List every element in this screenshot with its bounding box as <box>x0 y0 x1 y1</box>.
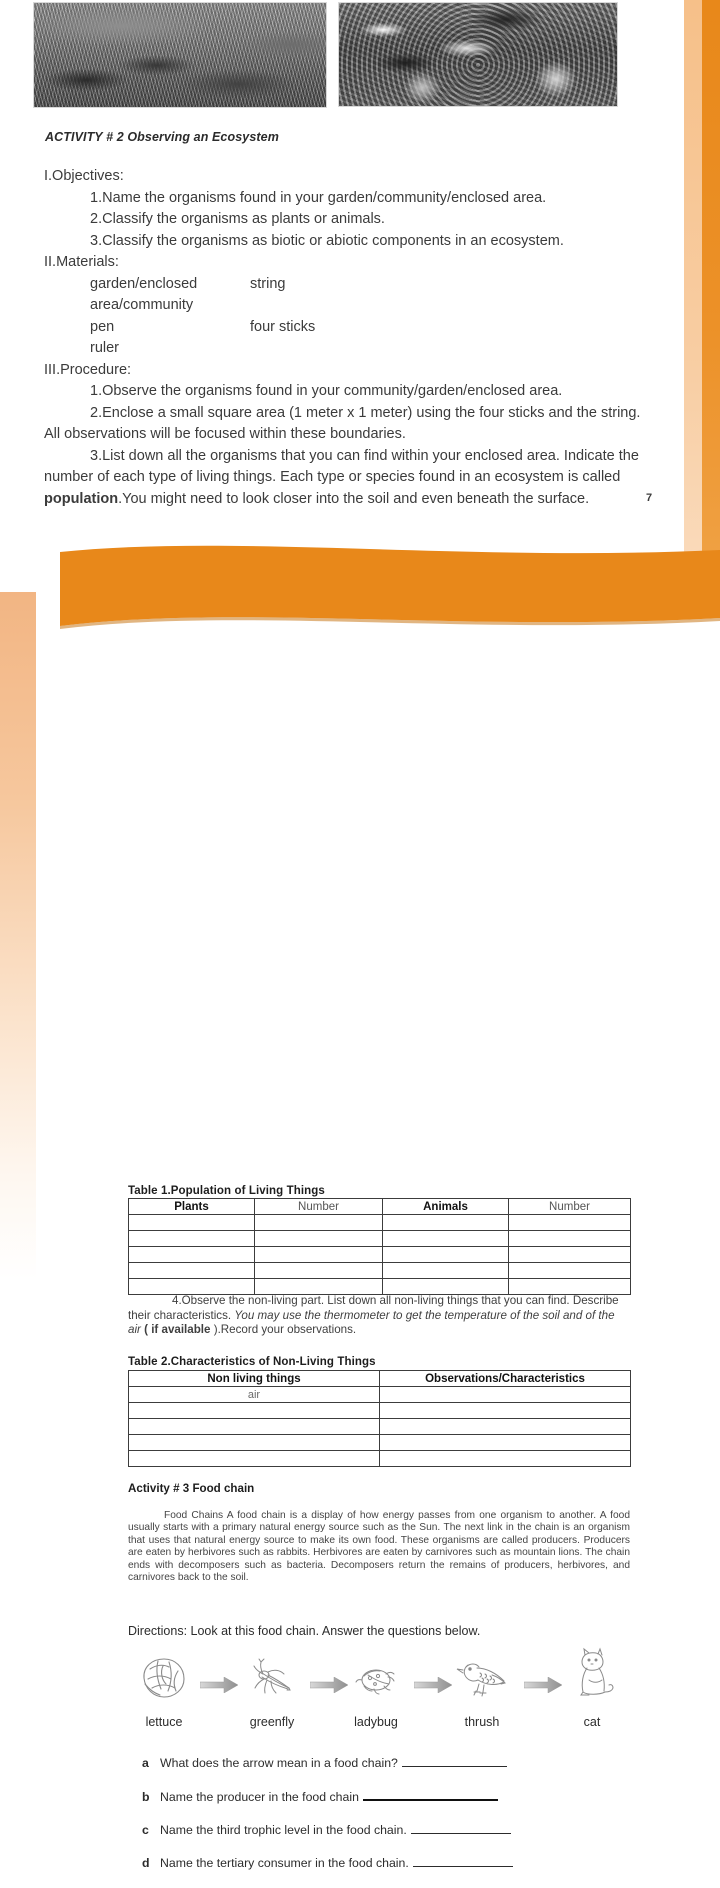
document-page-1 <box>0 0 720 592</box>
table-1-header-row <box>129 1199 631 1215</box>
coral-reef-photo-image <box>339 3 617 106</box>
table-2-cell[interactable] <box>380 1387 631 1403</box>
question-a <box>142 1755 632 1770</box>
table-2-characteristics-of-non-living-things <box>128 1370 631 1467</box>
procedure-item-3-tail: .You might need to look closer into the soil and even beneath the surface. <box>118 490 590 507</box>
objective-item-2: 2.Classify the organisms as plants or animals. <box>90 211 385 227</box>
table-1-header-number-plants: Number <box>255 1199 383 1215</box>
procedure-item-3-text: 3.List down all the organisms that you can find within your enclosed area. Indicate the number of each type of living things. Each type or species found in an ecosystem is called <box>44 447 639 485</box>
lettuce-icon <box>128 1647 200 1703</box>
table-1-cell[interactable] <box>255 1247 383 1263</box>
orange-wave-banner <box>36 532 720 642</box>
materials-row-1 <box>44 274 644 317</box>
table-1-caption: Table 1.Population of Living Things <box>128 1185 325 1197</box>
food-chain-node-ladybug <box>340 1647 412 1729</box>
food-chain-label-cat: cat <box>583 1715 601 1729</box>
food-chain-label-thrush: thrush <box>464 1715 500 1729</box>
grassland-photo-image <box>34 3 326 107</box>
page-1-right-orange-band <box>702 0 720 592</box>
table-2-header-row <box>129 1371 631 1387</box>
ladybug-icon <box>340 1647 412 1703</box>
table-2-cell[interactable] <box>129 1435 380 1451</box>
food-chain-label-ladybug: ladybug <box>354 1715 398 1729</box>
material-left-2: pen <box>90 318 115 335</box>
question-c-letter: c <box>142 1823 149 1837</box>
table-2-cell-air[interactable]: air <box>129 1387 380 1403</box>
page-1-sheet <box>0 0 684 592</box>
food-chain-node-lettuce <box>128 1647 200 1729</box>
table-row[interactable] <box>129 1435 631 1451</box>
food-chain-node-thrush <box>446 1647 518 1729</box>
procedure-item-4-italic: You may use the thermometer to get the temperature of the soil and of the air <box>128 1308 615 1337</box>
page-2-sheet <box>36 592 720 1280</box>
question-d-letter: d <box>142 1856 150 1870</box>
question-c-answer-blank[interactable] <box>411 1822 511 1834</box>
grassland-ecosystem-photo <box>33 2 327 108</box>
table-row[interactable] <box>129 1231 631 1247</box>
question-d-text: Name the tertiary consumer in the food chain. <box>160 1856 409 1870</box>
procedure-item-4-tail: ).Record your observations. <box>210 1323 357 1337</box>
table-2-cell[interactable] <box>380 1419 631 1435</box>
page-2-left-pale-band <box>0 592 36 1280</box>
food-chain-questions <box>142 1755 632 1888</box>
food-chain-node-greenfly <box>236 1647 308 1729</box>
table-row[interactable] <box>129 1215 631 1231</box>
question-a-answer-blank[interactable] <box>402 1755 507 1767</box>
table-1-cell[interactable] <box>509 1247 631 1263</box>
table-1-cell[interactable] <box>509 1279 631 1295</box>
materials-row-3 <box>44 338 644 360</box>
procedure-item-3 <box>44 446 644 511</box>
procedure-item-1: 1.Observe the organisms found in your community/garden/enclosed area. <box>90 383 563 399</box>
procedure-item-2-text: 2.Enclose a small square area (1 meter x 1 meter) using the four sticks and the string. All observations will be focused within these boundaries. <box>44 404 641 442</box>
food-chain-diagram <box>128 1647 628 1742</box>
question-b-letter: b <box>142 1790 150 1804</box>
table-1-header-animals: Animals <box>383 1199 509 1215</box>
document-page-2 <box>0 592 720 1870</box>
procedure-item-4-lead: 4.Observe the non-living part. List down all non-living things that you can find. Describe their characteristics. <box>128 1294 619 1322</box>
objective-item-1: 1.Name the organisms found in your garden/community/enclosed area. <box>90 189 547 206</box>
food-chain-label-greenfly: greenfly <box>249 1715 295 1729</box>
question-d-answer-blank[interactable] <box>413 1855 513 1867</box>
page-1-right-pale-band <box>684 0 702 592</box>
table-1-cell[interactable] <box>255 1263 383 1279</box>
question-c <box>142 1822 632 1837</box>
table-1-cell[interactable] <box>509 1215 631 1231</box>
table-1-header-plants: Plants <box>129 1199 255 1215</box>
activity-2-body <box>44 166 644 510</box>
food-chain-directions: Directions: Look at this food chain. Answer the questions below. <box>128 1624 481 1638</box>
procedure-item-2 <box>44 403 644 446</box>
table-2-cell[interactable] <box>129 1451 380 1467</box>
procedure-item-4 <box>128 1294 630 1338</box>
material-left-3: ruler <box>90 340 120 356</box>
coral-reef-ecosystem-photo <box>338 2 618 107</box>
material-right-1: string <box>250 275 286 292</box>
question-a-text: What does the arrow mean in a food chain? <box>160 1756 398 1770</box>
cat-icon <box>556 1647 628 1703</box>
ecosystem-photo-row <box>33 2 618 109</box>
question-b-answer-blank[interactable] <box>363 1788 498 1801</box>
table-2-header-observations: Observations/Characteristics <box>380 1371 631 1387</box>
table-row[interactable] <box>129 1403 631 1419</box>
table-row[interactable] <box>129 1387 631 1403</box>
table-1-cell[interactable] <box>129 1263 255 1279</box>
table-1-cell[interactable] <box>383 1215 509 1231</box>
greenfly-icon <box>236 1647 308 1703</box>
materials-heading: II.Materials: <box>44 254 119 270</box>
material-right-2: four sticks <box>250 318 316 335</box>
table-1-cell[interactable] <box>509 1231 631 1247</box>
table-1-cell[interactable] <box>129 1247 255 1263</box>
question-b-text: Name the producer in the food chain <box>160 1790 359 1804</box>
table-1-cell[interactable] <box>509 1263 631 1279</box>
table-1-cell[interactable] <box>383 1279 509 1295</box>
table-1-cell[interactable] <box>129 1279 255 1295</box>
objective-item-3: 3.Classify the organisms as biotic or abiotic components in an ecosystem. <box>90 232 564 249</box>
table-row[interactable] <box>129 1279 631 1295</box>
table-1-cell[interactable] <box>255 1231 383 1247</box>
activity-3-title: Activity # 3 Food chain <box>128 1482 255 1495</box>
question-c-text: Name the third trophic level in the food chain. <box>160 1823 407 1837</box>
table-row[interactable] <box>129 1451 631 1467</box>
objectives-heading: I.Objectives: <box>44 168 124 184</box>
table-1-cell[interactable] <box>383 1263 509 1279</box>
procedure-heading: III.Procedure: <box>44 361 132 378</box>
table-2-cell[interactable] <box>129 1419 380 1435</box>
table-1-cell[interactable] <box>255 1279 383 1295</box>
table-1-cell[interactable] <box>383 1247 509 1263</box>
activity-3-body-text: Food Chains A food chain is a display of how energy passes from one organism to another. A food usually starts with a primary natural energy source such as the Sun. The next link in the chain is an organism that uses that natural energy source to make its own food. These organisms are called producers. Producers are eaten by herbivores such as rabbits. Herbivores are eaten by carnivores such as mountain lions. The chain ends with decomposers such as bacteria. Decomposers return the remains of producers, herbivores, and carnivores back to the soil. <box>128 1510 630 1584</box>
table-row[interactable] <box>129 1247 631 1263</box>
table-row[interactable] <box>129 1263 631 1279</box>
table-2-header-non-living-things: Non living things <box>129 1371 380 1387</box>
table-2-cell[interactable] <box>380 1435 631 1451</box>
table-2-cell[interactable] <box>129 1403 380 1419</box>
activity-3-body <box>128 1510 630 1584</box>
table-2-caption: Table 2.Characteristics of Non-Living Things <box>128 1356 376 1368</box>
table-1-population-of-living-things <box>128 1198 631 1295</box>
question-b <box>142 1788 632 1804</box>
food-chain-label-lettuce: lettuce <box>145 1715 183 1729</box>
page-number: 7 <box>646 492 653 504</box>
table-2-cell[interactable] <box>380 1451 631 1467</box>
activity-2-title: ACTIVITY # 2 Observing an Ecosystem <box>45 130 279 144</box>
material-left-1: garden/enclosed area/community <box>90 275 198 313</box>
food-chain-node-cat <box>556 1647 628 1729</box>
table-1-cell[interactable] <box>383 1231 509 1247</box>
thrush-icon <box>446 1647 518 1703</box>
table-1-cell[interactable] <box>129 1215 255 1231</box>
table-1-header-number-animals: Number <box>509 1199 631 1215</box>
arrow-icon-1 <box>200 1677 240 1693</box>
table-1-cell[interactable] <box>255 1215 383 1231</box>
table-1-cell[interactable] <box>129 1231 255 1247</box>
question-d <box>142 1855 632 1870</box>
population-term: population <box>44 490 119 507</box>
materials-row-2 <box>44 317 644 339</box>
if-available-note: ( if available <box>144 1323 211 1337</box>
question-a-letter: a <box>142 1756 149 1770</box>
table-row[interactable] <box>129 1419 631 1435</box>
table-2-cell[interactable] <box>380 1403 631 1419</box>
